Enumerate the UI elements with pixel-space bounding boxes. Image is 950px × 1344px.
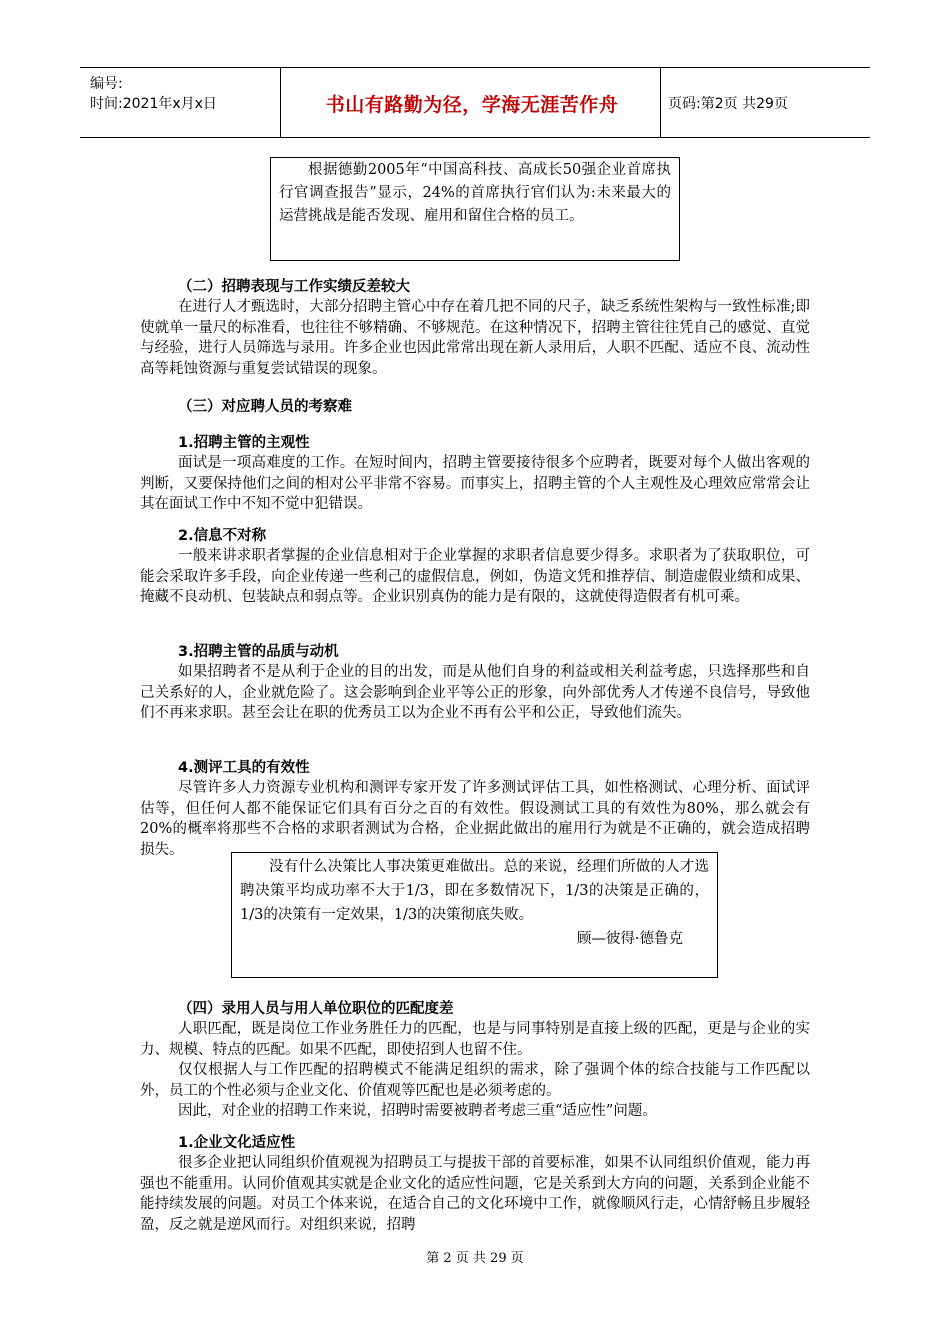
header-divider bbox=[280, 68, 281, 137]
section-3 bbox=[140, 397, 810, 417]
subsection-heading: 1.企业文化适应性 bbox=[178, 1135, 296, 1151]
code-label: 编号: bbox=[90, 76, 123, 92]
paragraph: 很多企业把认同组织价值观视为招聘员工与提拔干部的首要标准，如果不认同组织价值观，能力再强也不能重用。认同价值观其实就是企业文化的适应性问题，它是关系到大方向的问题，关系到企业能不能持续发展的问题。对员工个体来说，在适合自己的文化环境中工作，就像顺风行走，心情舒畅且步履轻盈，反之就是逆风而行。对组织来说，招聘 bbox=[140, 1155, 810, 1233]
subsection-3-1 bbox=[140, 433, 810, 515]
quote-text: 没有什么决策比人事决策更难做出。总的来说，经理们所做的人才选聘决策平均成功率不大于1/3，即在多数情况下，1/3的决策是正确的，1/3的决策有一定效果，1/3的决策彻底失败。 bbox=[240, 859, 709, 923]
subsection-3-3 bbox=[140, 642, 810, 724]
paragraph: 面试是一项高难度的工作。在短时间内，招聘主管要接待很多个应聘者，既要对每个人做出客观的判断，又要保持他们之间的相对公平非常不容易。而事实上，招聘主管的个人主观性及心理效应常常会让其在面试工作中不知不觉中犯错误。 bbox=[140, 455, 810, 512]
paragraph: 如果招聘者不是从利于企业的目的出发，而是从他们自身的利益或相关利益考虑，只选择那些和自己关系好的人，企业就危险了。这会影响到企业平等公正的形象，向外部优秀人才传递不良信号，导致他们不再来求职。甚至会让在职的优秀员工以为企业不再有公平和公正，导致他们流失。 bbox=[140, 664, 810, 721]
subsection-heading: 3.招聘主管的品质与动机 bbox=[178, 644, 339, 660]
subsection-4-1 bbox=[140, 1133, 810, 1235]
time-label: 时间:2021年x月x日 bbox=[90, 96, 217, 112]
header-divider bbox=[660, 68, 661, 137]
page-header bbox=[80, 67, 870, 138]
subsection-3-2 bbox=[140, 526, 810, 608]
quote-box-drucker bbox=[231, 852, 718, 978]
quote-author: 顾—彼得·德鲁克 bbox=[576, 931, 683, 947]
paragraph: 一般来讲求职者掌握的企业信息相对于企业掌握的求职者信息要少得多。求职者为了获取职位，可能会采取许多手段，向企业传递一些利己的虚假信息，例如，伪造文凭和推荐信、制造虚假业绩和成果、掩藏不良动机、包装缺点和弱点等。企业识别真伪的能力是有限的，这就使得造假者有机可乘。 bbox=[140, 548, 810, 605]
paragraph: 在进行人才甄选时，大部分招聘主管心中存在着几把不同的尺子，缺乏系统性架构与一致性标准;即使就单一量尺的标准看，也往往不够精确、不够规范。在这种情况下，招聘主管往往凭自己的感觉、直觉与经验，进行人员筛选与录用。许多企业也因此常常出现在新人录用后，人职不匹配、适应不良、流动性高等耗蚀资源与重复尝试错误的现象。 bbox=[140, 299, 810, 377]
subsection-heading: 1.招聘主管的主观性 bbox=[178, 435, 310, 451]
paragraph: 人职匹配，既是岗位工作业务胜任力的匹配，也是与同事特别是直接上级的匹配，更是与企业的实力、规模、特点的匹配。如果不匹配，即使招到人也留不住。 bbox=[140, 1021, 810, 1058]
paragraph: 因此，对企业的招聘工作来说，招聘时需要被聘者考虑三重“适应性”问题。 bbox=[178, 1103, 657, 1119]
subsection-heading: 4.测评工具的有效性 bbox=[178, 760, 310, 776]
header-page-info: 页码:第2页 共29页 bbox=[668, 96, 788, 112]
header-motto: 书山有路勤为径，学海无涯苦作舟 bbox=[325, 94, 619, 116]
page-footer: 第 2 页 共 29 页 bbox=[426, 1251, 524, 1266]
header-meta bbox=[90, 74, 217, 114]
subsection-3-4 bbox=[140, 758, 810, 860]
section-heading: （三）对应聘人员的考察难 bbox=[178, 399, 352, 415]
quote-box-deloitte bbox=[270, 157, 680, 261]
paragraph: 仅仅根据人与工作匹配的招聘模式不能满足组织的需求，除了强调个体的综合技能与工作匹配以外，员工的个性必须与企业文化、价值观等匹配也是必须考虑的。 bbox=[140, 1062, 810, 1099]
section-2 bbox=[140, 277, 810, 379]
section-4 bbox=[140, 999, 810, 1122]
quote-text: 根据德勤2005年“中国高科技、高成长50强企业首席执行官调查报告”显示，24%的首席执行官们认为:未来最大的运营挑战是能否发现、雇用和留住合格的员工。 bbox=[279, 162, 671, 224]
section-heading: （四）录用人员与用人单位职位的匹配度差 bbox=[178, 1001, 454, 1017]
section-heading: （二）招聘表现与工作实绩反差较大 bbox=[178, 279, 410, 295]
subsection-heading: 2.信息不对称 bbox=[178, 528, 267, 544]
paragraph: 尽管许多人力资源专业机构和测评专家开发了许多测试评估工具，如性格测试、心理分析、面试评估等，但任何人都不能保证它们具有百分之百的有效性。假设测试工具的有效性为80%，那么就会有20%的概率将那些不合格的求职者测试为合格，企业据此做出的雇用行为就是不正确的，就会造成招聘损失。 bbox=[140, 780, 810, 858]
